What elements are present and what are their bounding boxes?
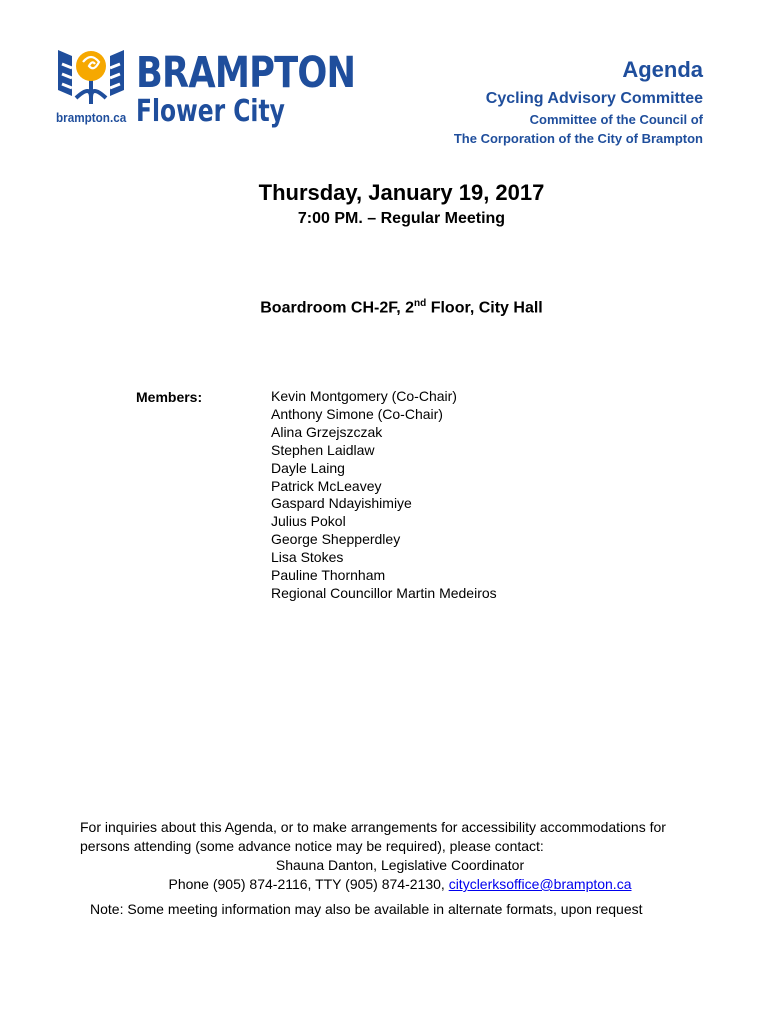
- council-line: Committee of the Council of: [529, 112, 703, 127]
- contact-phone: Phone (905) 874-2116, TTY (905) 874-2130,: [168, 876, 449, 892]
- member-item: Lisa Stokes: [271, 549, 344, 566]
- location-prefix: Boardroom CH-2F, 2: [260, 299, 415, 317]
- members-list: [271, 388, 497, 603]
- member-item: Julius Pokol: [271, 513, 346, 530]
- agenda-title: Agenda: [622, 57, 703, 82]
- member-item: George Shepperdley: [271, 531, 401, 548]
- meeting-location: [0, 298, 770, 317]
- member-item: Gaspard Ndayishimiye: [271, 495, 412, 512]
- alternate-formats-note: Note: Some meeting information may also be available in alternate formats, upon request: [90, 901, 643, 917]
- member-item: Dayle Laing: [271, 459, 345, 476]
- member-item: Pauline Thornham: [271, 567, 386, 584]
- logo-wordmark: BRAMPTON: [136, 48, 356, 98]
- committee-name: Cycling Advisory Committee: [485, 90, 703, 107]
- inquiries-line-2: persons attending (some advance notice may be required), please contact:: [80, 838, 544, 854]
- agenda-header: [454, 56, 703, 148]
- corporation-line: The Corporation of the City of Brampton: [453, 131, 703, 146]
- members-label: Members:: [136, 389, 203, 405]
- inquiries-footer: [80, 818, 720, 894]
- location-ordinal: nd: [414, 298, 427, 309]
- member-item: Patrick McLeavey: [271, 477, 382, 494]
- member-item: Stephen Laidlaw: [271, 441, 375, 458]
- member-item: Kevin Montgomery (Co-Chair): [271, 388, 457, 404]
- contact-email-link[interactable]: cityclerksoffice@brampton.ca: [448, 876, 632, 892]
- logo-tagline: Flower City: [136, 94, 285, 129]
- meeting-time: 7:00 PM. – Regular Meeting: [297, 210, 506, 227]
- rose-emblem-icon: [56, 46, 126, 108]
- contact-phone-line: [80, 875, 720, 894]
- member-item: Regional Councillor Martin Medeiros: [271, 584, 497, 601]
- member-item: Anthony Simone (Co-Chair): [271, 405, 443, 422]
- location-suffix: Floor, City Hall: [426, 299, 543, 317]
- contact-name: Shauna Danton, Legislative Coordinator: [275, 857, 525, 873]
- brampton-logo: [56, 46, 356, 138]
- logo-url: brampton.ca: [56, 110, 127, 125]
- member-item: Alina Grzejszczak: [271, 423, 383, 440]
- inquiries-line-1: For inquiries about this Agenda, or to make arrangements for accessibility accommodations for: [80, 819, 666, 835]
- meeting-date: Thursday, January 19, 2017: [258, 180, 545, 205]
